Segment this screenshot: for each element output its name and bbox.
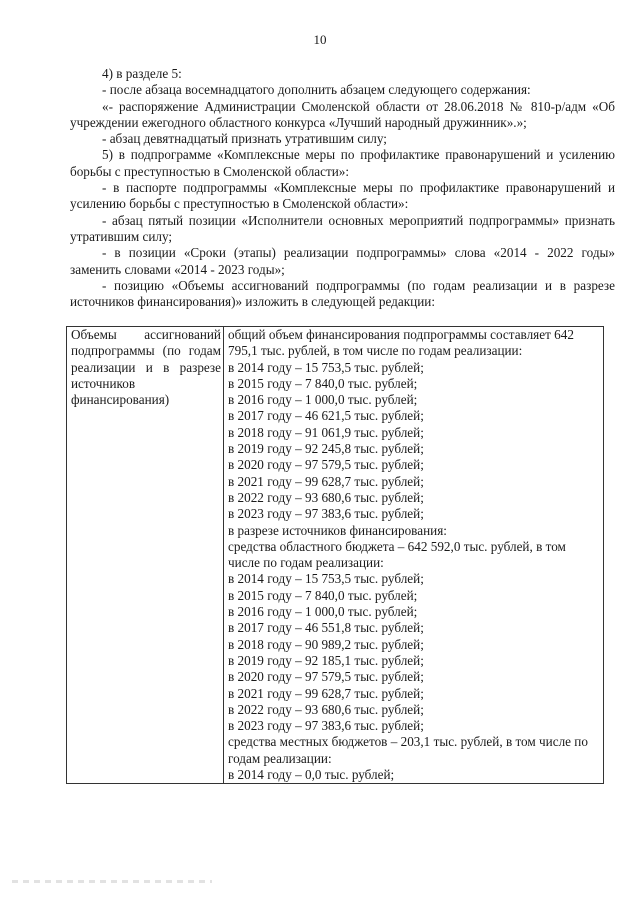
list-item: в 2017 году – 46 621,5 тыс. рублей; bbox=[228, 408, 424, 424]
list-item: в 2014 году – 0,0 тыс. рублей; bbox=[228, 767, 395, 783]
funding-table bbox=[66, 326, 604, 784]
paragraph: - абзац пятый позиции «Исполнители основных мероприятий подпрограммы» признать утратившим силу; bbox=[70, 212, 615, 244]
table-cell-values bbox=[224, 327, 604, 784]
list-item: в 2021 году – 99 628,7 тыс. рублей; bbox=[228, 685, 424, 701]
paragraph: - позицию «Объемы ассигнований подпрограммы (по годам реализации и в разрезе источников финансирования)» изложить в следующей редакции: bbox=[70, 277, 615, 310]
list-item: в 2022 году – 93 680,6 тыс. рублей; bbox=[228, 489, 424, 505]
table-row bbox=[67, 327, 604, 784]
list-item: в 2016 году – 1 000,0 тыс. рублей; bbox=[228, 604, 418, 620]
list-item: в 2023 году – 97 383,6 тыс. рублей; bbox=[228, 718, 424, 734]
list-item: в 2019 году – 92 185,1 тыс. рублей; bbox=[228, 652, 424, 668]
list-item: в 2022 году – 93 680,6 тыс. рублей; bbox=[228, 701, 424, 717]
page-number: 10 bbox=[313, 32, 327, 47]
list-item: в 2018 году – 90 989,2 тыс. рублей; bbox=[228, 636, 424, 652]
list-item: в разрезе источников финансирования: bbox=[228, 522, 447, 538]
list-item: в 2023 году – 97 383,6 тыс. рублей; bbox=[228, 506, 424, 522]
list-item: средства областного бюджета – 642 592,0 тыс. рублей, в том числе по годам реализации: bbox=[228, 538, 566, 571]
list-item: в 2015 году – 7 840,0 тыс. рублей; bbox=[228, 587, 418, 603]
paragraph: 5) в подпрограмме «Комплексные меры по профилактике правонарушений и усилению борьбы с преступностью в Смоленской области»: bbox=[70, 147, 615, 179]
list-item: средства местных бюджетов – 203,1 тыс. рублей, в том числе по годам реализации: bbox=[228, 734, 588, 766]
list-item: в 2014 году – 15 753,5 тыс. рублей; bbox=[228, 571, 424, 587]
paragraph: «- распоряжение Администрации Смоленской области от 28.06.2018 № 810-р/адм «Об учреждении ежегодного областного конкурса «Лучший народный дружинник».»; bbox=[70, 98, 615, 130]
paragraph: - после абзаца восемнадцатого дополнить абзацем следующего содержания: bbox=[102, 82, 531, 98]
table-cell-label: Объемы ассигнований подпрограммы (по годам реализации и в разрезе источников финансирования) bbox=[67, 327, 224, 784]
paragraph: - в паспорте подпрограммы «Комплексные меры по профилактике правонарушений и усилению борьбы с преступностью в Смоленской области»: bbox=[70, 180, 615, 212]
list-item: в 2016 году – 1 000,0 тыс. рублей; bbox=[228, 392, 418, 408]
document-body bbox=[70, 66, 615, 310]
paragraph: - в позиции «Сроки (этапы) реализации подпрограммы» слова «2014 - 2022 годы» заменить словами «2014 - 2023 годы»; bbox=[70, 245, 615, 277]
list-item: в 2018 году – 91 061,9 тыс. рублей; bbox=[228, 424, 424, 440]
list-item: в 2015 году – 7 840,0 тыс. рублей; bbox=[228, 375, 418, 391]
list-item: в 2017 году – 46 551,8 тыс. рублей; bbox=[228, 620, 424, 636]
list-item: в 2019 году – 92 245,8 тыс. рублей; bbox=[228, 441, 424, 457]
list-item: в 2020 году – 97 579,5 тыс. рублей; bbox=[228, 669, 424, 685]
paragraph: 4) в разделе 5: bbox=[102, 66, 182, 81]
list-item: в 2014 году – 15 753,5 тыс. рублей; bbox=[228, 359, 424, 375]
list-item: в 2021 году – 99 628,7 тыс. рублей; bbox=[228, 473, 424, 489]
list-item: в 2020 году – 97 579,5 тыс. рублей; bbox=[228, 457, 424, 473]
list-item: общий объем финансирования подпрограммы составляет 642 795,1 тыс. рублей, в том числе по годам реализации: bbox=[228, 327, 574, 359]
paragraph: - абзац девятнадцатый признать утратившим силу; bbox=[102, 131, 387, 147]
scan-artifact bbox=[12, 880, 212, 883]
